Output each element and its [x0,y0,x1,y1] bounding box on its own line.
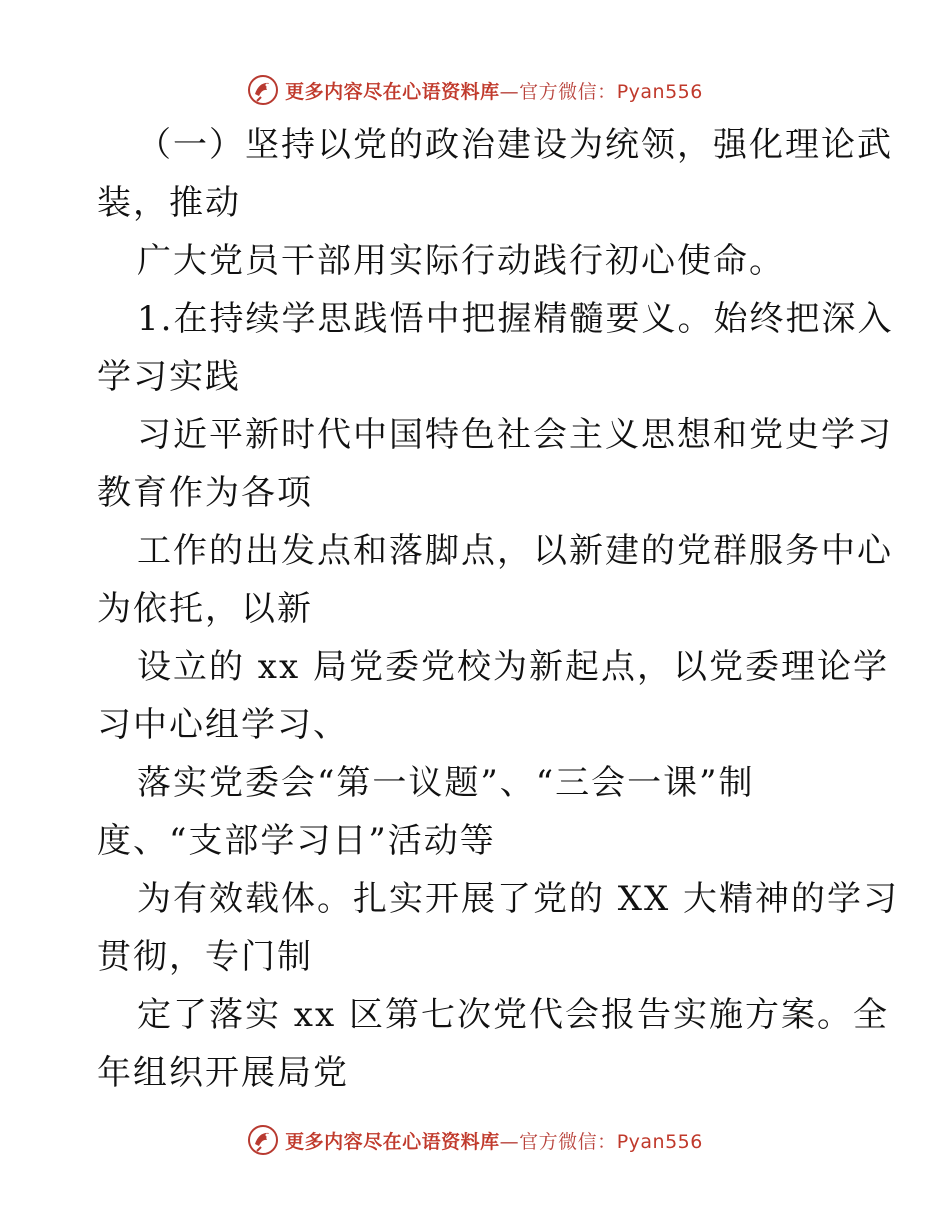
text-line: 习中心组学习、 [97,705,349,745]
text-line: 学习实践 [97,357,241,397]
watermark-official: 官方微信： [519,80,617,103]
text-line: 度、“支部学习日”活动等 [97,821,496,861]
watermark-text [285,77,703,104]
watermark-dash: — [499,1130,520,1153]
text-line: （一）坚持以党的政治建设为统领，强化理论武 [137,125,893,165]
text-line: 设立的 xx 局党委党校为新起点，以党委理论学 [137,647,889,687]
text-line: 教育作为各项 [97,473,313,513]
watermark-official: 官方微信： [519,1130,617,1153]
bird-seal-icon [247,1124,279,1156]
text-line: 落实党委会“第一议题”、“三会一课”制 [137,763,755,803]
watermark-header [0,72,950,108]
watermark-brand: 更多内容尽在心语资料库 [285,80,500,103]
watermark-text [285,1127,703,1154]
bird-seal-icon [247,74,279,106]
text-line: 习近平新时代中国特色社会主义思想和党史学习 [137,415,893,455]
text-line: 为有效载体。扎实开展了党的 XX 大精神的学习 [137,879,900,919]
text-line: 年组织开展局党 [97,1053,349,1093]
text-line: 1.在持续学思践悟中把握精髓要义。始终把深入 [137,299,894,339]
watermark-wechat-id: Pyan556 [616,1130,703,1153]
watermark-wechat-id: Pyan556 [616,80,703,103]
text-line: 为依托，以新 [97,589,313,629]
watermark-footer [0,1122,950,1158]
text-line: 工作的出发点和落脚点，以新建的党群服务中心 [137,531,893,571]
text-line: 装，推动 [97,183,241,223]
text-line: 贯彻，专门制 [97,937,313,977]
watermark-dash: — [499,80,520,103]
watermark-brand: 更多内容尽在心语资料库 [285,1130,500,1153]
text-line: 广大党员干部用实际行动践行初心使命。 [137,241,785,281]
document-body [97,116,900,1102]
text-line: 定了落实 xx 区第七次党代会报告实施方案。全 [137,995,889,1035]
